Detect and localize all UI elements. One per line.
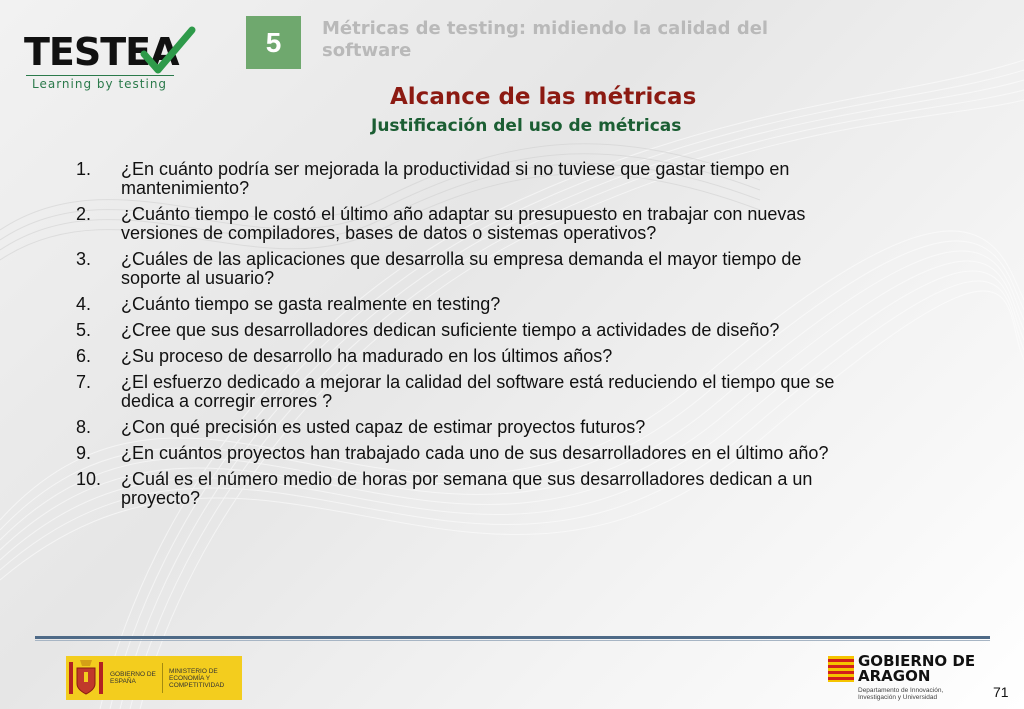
question-text: ¿Cuánto tiempo le costó el último año adaptar su presupuesto en trabajar con nuevas versiones de compiladores, bases de datos o sistemas operativos? [121,204,806,243]
section-number-badge: 5 [246,16,301,69]
question-number: 2. [76,204,92,224]
question-text: ¿El esfuerzo dedicado a mejorar la calidad del software está reduciendo el tiempo que se dedica a corregir errores ? [121,372,835,411]
list-item [76,250,866,288]
list-item [76,295,866,314]
question-text: ¿Con qué precisión es usted capaz de estimar proyectos futuros? [121,417,646,437]
list-item [76,373,866,411]
slide-header [0,0,1024,95]
footer-divider [35,636,990,639]
page-number: 71 [993,684,1009,700]
aragon-flag-icon [828,656,854,682]
question-text: ¿Cree que sus desarrolladores dedican suficiente tiempo a actividades de diseño? [121,320,780,340]
list-item [76,347,866,366]
aragon-department: Departamento de Innovación, Investigación y Universidad [858,687,944,701]
question-text: ¿En cuánto podría ser mejorada la productividad si no tuviese que gastar tiempo en mantenimiento? [121,159,790,198]
aragon-name: GOBIERNO DE ARAGON [858,652,976,685]
question-text: ¿En cuántos proyectos han trabajado cada uno de sus desarrolladores en el último año? [121,443,829,463]
question-number: 6. [76,346,92,366]
question-number: 9. [76,443,92,463]
section-title: Métricas de testing: midiendo la calidad del software [322,18,769,61]
testea-logo [22,24,182,94]
list-item [76,444,866,463]
question-text: ¿Cuánto tiempo se gasta realmente en testing? [121,294,501,314]
question-number: 4. [76,294,92,314]
list-item [76,321,866,340]
question-number: 5. [76,320,92,340]
crest-icon [66,656,106,700]
question-text: ¿Cuáles de las aplicaciones que desarrolla su empresa demanda el mayor tiempo de soporte al usuario? [121,249,802,288]
gobierno-aragon-logo [828,654,978,704]
logo-tagline: Learning by testing [32,77,168,91]
logo-divider [26,75,174,76]
question-number: 1. [76,159,92,179]
list-item [76,470,866,508]
slide-title: Alcance de las métricas [390,84,697,110]
ministerio-name-text: MINISTERIO DE ECONOMÍA Y COMPETITIVIDAD [169,667,225,689]
question-number: 3. [76,249,92,269]
question-number: 8. [76,417,92,437]
list-item [76,418,866,437]
question-text: ¿Cuál es el número medio de horas por semana que sus desarrolladores dedican a un proyecto? [121,469,813,508]
question-text: ¿Su proceso de desarrollo ha madurado en los últimos años? [121,346,613,366]
question-number: 7. [76,372,92,392]
list-item [76,205,866,243]
question-number: 10. [76,469,102,489]
footer-divider-thin [35,640,990,641]
ministerio-logo [66,656,242,700]
slide-subtitle: Justificación del uso de métricas [371,116,682,136]
gobierno-espana-text: GOBIERNO DE ESPAÑA [106,663,163,693]
checkmark-icon [140,26,196,74]
logo-wordmark: TESTEA [24,30,179,74]
question-list [76,160,866,515]
list-item [76,160,866,198]
